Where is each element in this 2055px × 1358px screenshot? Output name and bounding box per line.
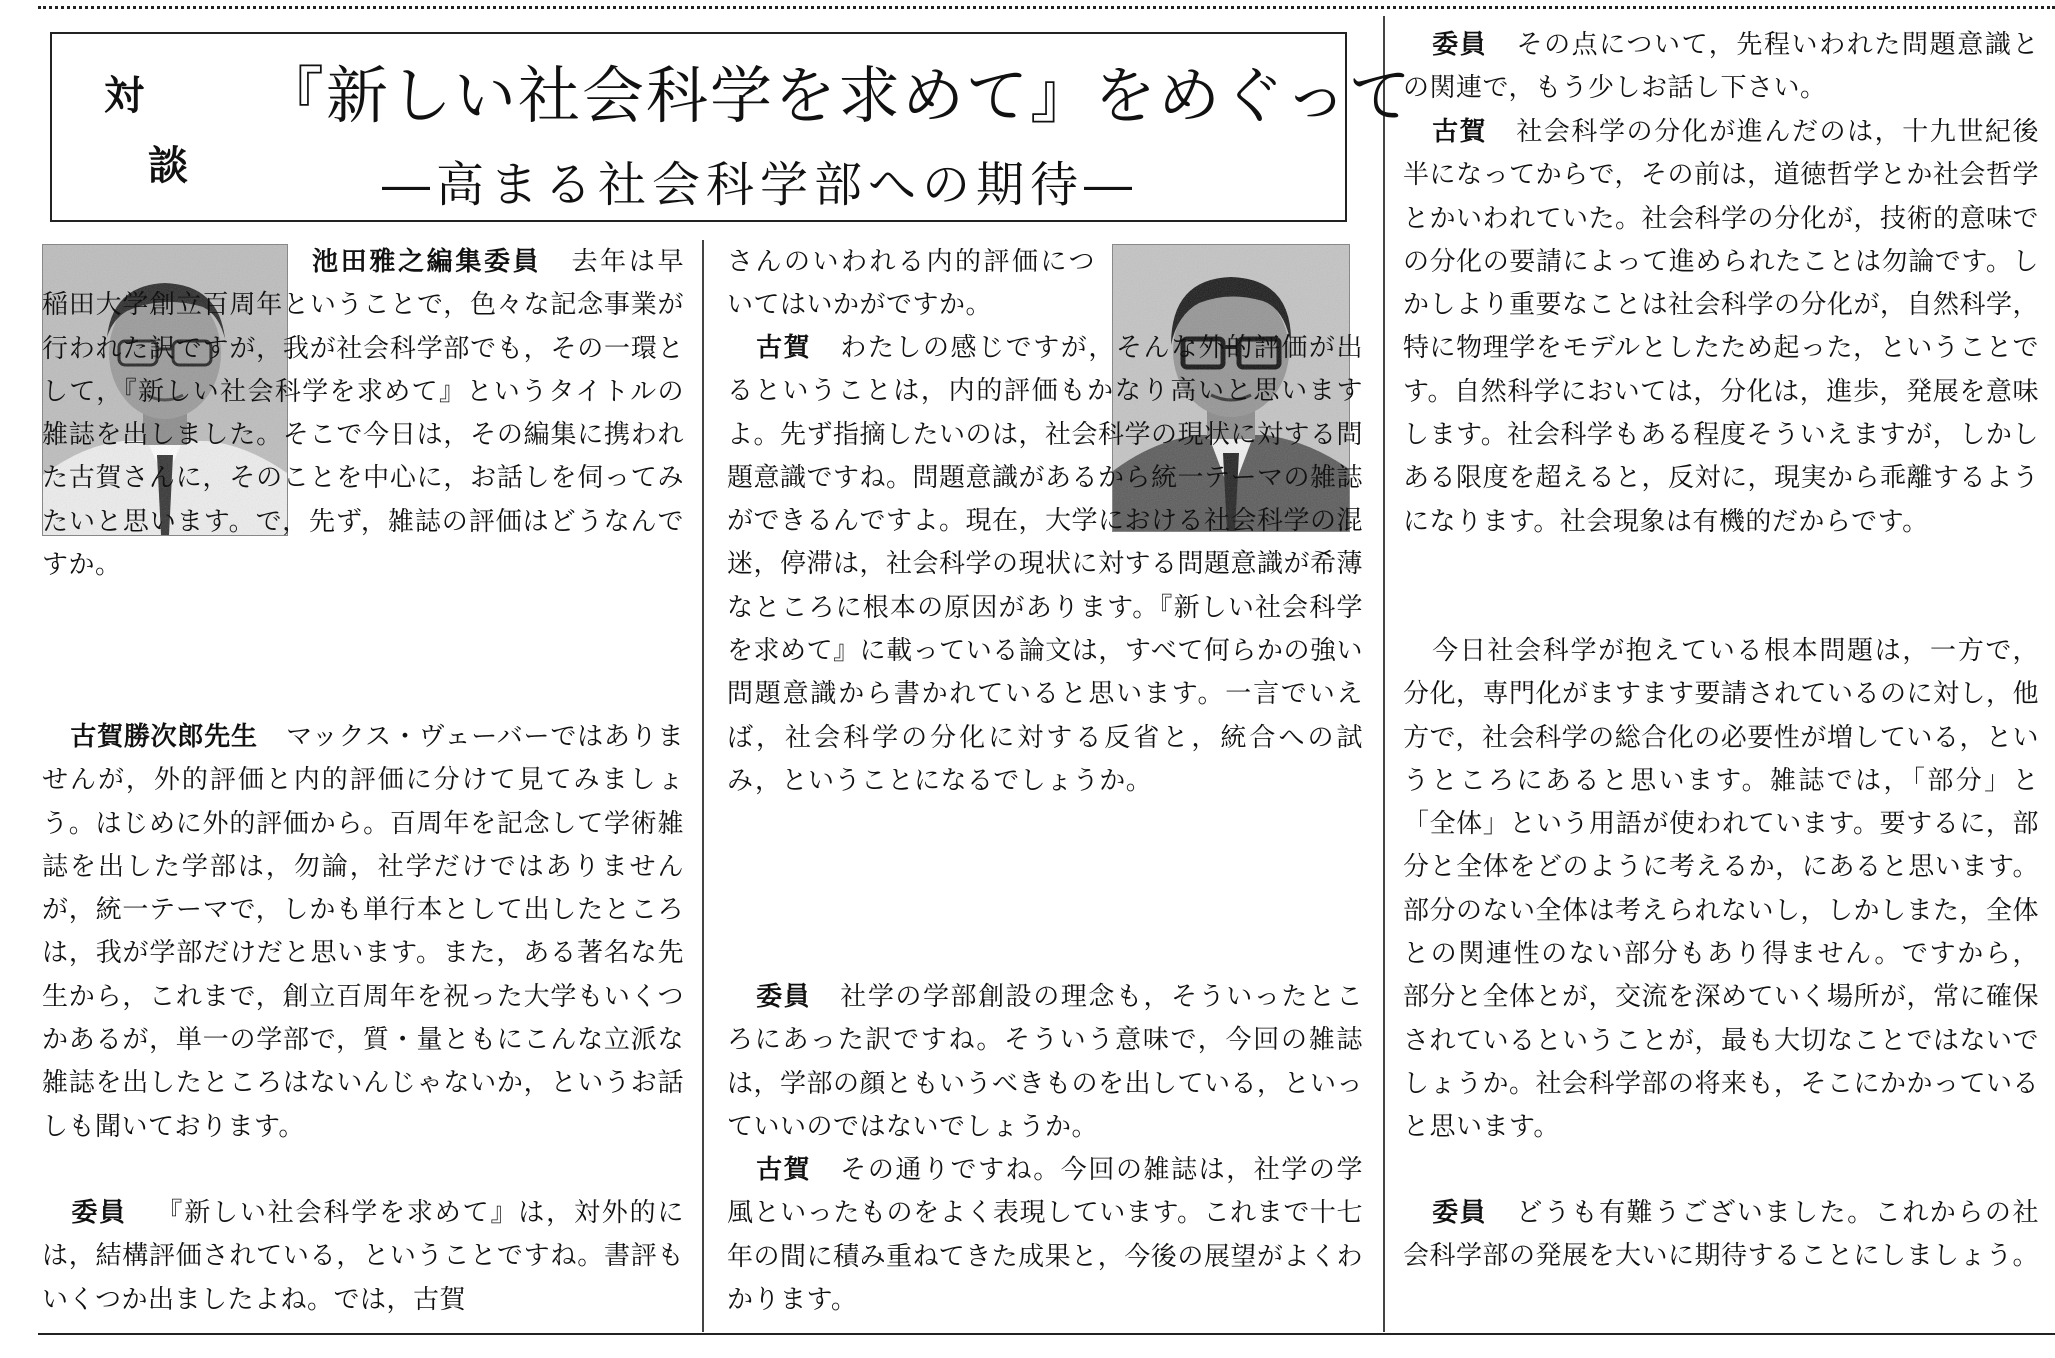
col1-paragraph-1 (42, 241, 684, 587)
speaker-ikeda: 池田雅之編集委員 (312, 247, 542, 277)
top-dotted-rule (38, 6, 2055, 12)
col2-paragraph-4 (727, 1149, 1363, 1322)
col2-p3-text: 社学の学部創設の理念も，そういったところにあった訳ですね。そういう意味で，今回の雑誌は，学部の顔ともいうべきものを出している，といっていいのではないでしょうか。 (727, 982, 1364, 1142)
speaker-iin: 委員 (1431, 30, 1488, 60)
col3-p1-text: その点について，先程いわれた問題意識との関連で，もう少しお話し下さい。 (1403, 30, 2039, 104)
speaker-koga-full: 古賀勝次郎先生 (70, 722, 258, 752)
column-separator-1 (702, 240, 704, 1332)
col3-p4-text: どうも有難うございました。これからの社会科学部の発展を大いに期待することにしましょう。 (1403, 1198, 2040, 1272)
col2-p1-text: さんのいわれる内的評価についてはいかがですか。 (727, 247, 1095, 321)
col1-p2-text: マックス・ヴェーバーではありませんが，外的評価と内的評価に分けて見てみましょう。はじめに外的評価から。百周年を記念して学術雑誌を出した学部は，勿論，社学だけではありませんが，統一テーマで，しかも単行本として出したところは，我が学部だけだと思います。また，ある著名な先生から，これまで，創立百周年を祝った大学もいくつかあるが，単一の学部で，質・量ともにこんな立派な雑誌を出したところはないんじゃないか，というお話しも聞いております。 (42, 722, 684, 1142)
col3-p2-text: 社会科学の分化が進んだのは，十九世紀後半になってからで，その前は，道徳哲学とか社会哲学とかいわれていた。社会科学の分化が，技術的意味での分化の要請によって進められたことは勿論です。しかしより重要なことは社会科学の分化が，自然科学，特に物理学をモデルとしたため起った，ということです。自然科学においては，分化は，進歩，発展を意味します。社会科学もある程度そういえますが，しかしある限度を超えると，反対に，現実から乖離するようになります。社会現象は有機的だからです。 (1403, 117, 2040, 537)
article-subtitle: ―高まる社会科学部への期待― (382, 157, 1139, 213)
title-box (50, 32, 1413, 222)
col1-paragraph-3 (42, 1192, 684, 1322)
speaker-koga: 古賀 (1431, 117, 1488, 147)
taidan-label-1: 対 (104, 73, 144, 119)
article-title: 『新しい社会科学を求めて』をめぐって (262, 59, 1413, 132)
col1-p3-text: 『新しい社会科学を求めて』は，対外的には，結構評価されている，ということですね。書評もいくつか出ましたよね。では，古賀 (42, 1198, 684, 1315)
col2-p2-text: わたしの感じですが，そんな外的評価が出るということは，内的評価もかなり高いと思いますよ。先ず指摘したいのは，社会科学の現状に対する問題意識ですね。問題意識があるから統一テーマの雑誌ができるんですよ。現在，大学における社会科学の混迷，停滞は，社会科学の現状に対する問題意識が希薄なところに根本の原因があります。『新しい社会科学を求めて』に載っている論文は，すべて何らかの強い問題意識から書かれていると思います。一言でいえば，社会科学の分化に対する反省と，統合への試み，ということになるでしょうか。 (727, 333, 1364, 796)
col3-p3-text: 今日社会科学が抱えている根本問題は，一方で，分化，専門化がますます要請されているのに対し，他方で，社会科学の総合化の必要性が増している，というところにあると思います。雑誌では，「部分」と「全体」という用語が使われています。要するに，部分と全体をどのように考えるか，にあると思います。部分のない全体は考えられないし，しかしまた，全体との関連性のない部分もあり得ません。ですから，部分と全体とが，交流を深めていく場所が，常に確保されているということが，最も大切なことではないでしょうか。社会科学部の将来も，そこにかかっていると思います。 (1403, 636, 2040, 1143)
speaker-koga: 古賀 (755, 333, 812, 363)
col2-paragraph-2 (727, 327, 1363, 803)
col3-paragraph-2 (1403, 111, 2039, 544)
col2-paragraph-3 (727, 976, 1363, 1149)
speaker-koga: 古賀 (755, 1155, 812, 1185)
col1-p1-text: 去年は早稲田大学創立百周年ということで，色々な記念事業が行われた訳ですが，我が社会科学部でも，その一環として，『新しい社会科学を求めて』というタイトルの雑誌を出しました。そこで今日は，その編集に携われた古賀さんに，そのことを中心に，お話しを伺ってみたいと思います。で，先ず，雑誌の評価はどうなんですか。 (42, 247, 684, 581)
speaker-iin: 委員 (1431, 1198, 1488, 1228)
speaker-iin: 委員 (755, 982, 812, 1012)
col3-paragraph-1 (1403, 24, 2039, 111)
col1-paragraph-2 (42, 716, 684, 1149)
bottom-rule (38, 1333, 2055, 1338)
col2-p4-text: その通りですね。今回の雑誌は，社学の学風といったものをよく表現しています。これまで十七年の間に積み重ねてきた成果と，今後の展望がよくわかります。 (727, 1155, 1363, 1315)
taidan-label-2: 談 (148, 143, 188, 189)
col2-paragraph-1 (727, 241, 1095, 328)
speaker-iin: 委員 (70, 1198, 128, 1228)
col3-paragraph-4 (1403, 1192, 2039, 1279)
column-separator-2 (1383, 16, 1385, 1332)
col3-paragraph-3 (1403, 630, 2039, 1150)
